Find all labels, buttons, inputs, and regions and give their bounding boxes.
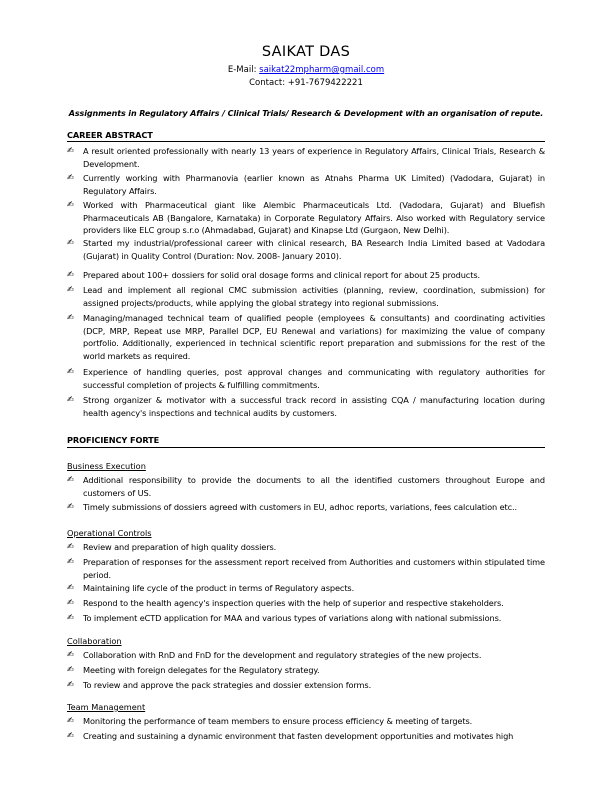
- collaboration-item: ✍ Collaboration with RnD and FnD for the development and regulatory strategies of the new projects.: [67, 650, 482, 660]
- writing-hand-icon: ✍: [67, 613, 75, 623]
- phone-line: [0, 78, 612, 88]
- email-label: E-Mail:: [227, 65, 257, 75]
- writing-hand-icon: ✍: [67, 270, 75, 280]
- team-management-item: ✍ Creating and sustaining a dynamic environment that fasten development opportunities and motivates high: [67, 731, 514, 741]
- business-execution-heading: Business Execution: [67, 461, 146, 471]
- writing-hand-icon: ✍: [67, 716, 75, 726]
- writing-hand-icon: ✍: [67, 475, 75, 485]
- career-abstract-item: ✍ Managing/managed technical team of qualified people (employees & consultants) and coordinating activities (DCP, MRP, Repeat use MRP, Parallel DCP, EU Renewal and variations) for maximizing the value of company portfolio. Additionally, experienced in technical scientific report preparation and submissions for the rest of the world markets as required.: [67, 313, 545, 361]
- collaboration-heading: Collaboration: [67, 636, 122, 646]
- career-abstract-heading: CAREER ABSTRACT: [67, 130, 153, 140]
- business-execution-item: ✍ Timely submissions of dossiers agreed with customers in EU, adhoc reports, variations, fees calculation etc..: [67, 502, 518, 512]
- operational-controls-item: ✍ Respond to the health agency's inspection queries with the help of superior and respective stakeholders.: [67, 598, 504, 608]
- team-management-heading: Team Management: [67, 702, 146, 712]
- writing-hand-icon: ✍: [67, 650, 75, 660]
- writing-hand-icon: ✍: [67, 238, 75, 248]
- operational-controls-item: ✍ Preparation of responses for the assessment report received from Authorities and customers within stipulated time period.: [67, 557, 545, 580]
- writing-hand-icon: ✍: [67, 367, 75, 377]
- writing-hand-icon: ✍: [67, 665, 75, 675]
- writing-hand-icon: ✍: [67, 502, 75, 512]
- operational-controls-item: ✍ Review and preparation of high quality dossiers.: [67, 542, 277, 552]
- email-link[interactable]: saikat22mpharm@gmail.com: [259, 65, 385, 75]
- writing-hand-icon: ✍: [67, 583, 75, 593]
- career-abstract-item: ✍ Prepared about 100+ dossiers for solid oral dosage forms and clinical report for about 25 products.: [67, 270, 480, 280]
- contact-label: Contact:: [249, 78, 286, 88]
- phone-number: +91-7679422221: [287, 78, 363, 88]
- career-abstract-item: ✍ Strong organizer & motivator with a successful track record in assisting CQA / manufacturing location during health agency's inspections and technical audits by customers.: [67, 395, 545, 418]
- career-abstract-item: ✍ Started my industrial/professional career with clinical research, BA Research India Limited based at Vadodara (Gujarat) in Quality Control (Duration: Nov. 2008- January 2010).: [67, 238, 545, 261]
- writing-hand-icon: ✍: [67, 557, 75, 567]
- writing-hand-icon: ✍: [67, 542, 75, 552]
- candidate-name: SAIKAT DAS: [261, 44, 351, 60]
- business-execution-item: ✍ Additional responsibility to provide the documents to all the identified customers throughout Europe and customers of US.: [67, 475, 545, 498]
- operational-controls-heading: Operational Controls: [67, 528, 152, 538]
- proficiency-forte-heading: PROFICIENCY FORTE: [67, 435, 160, 445]
- writing-hand-icon: ✍: [67, 285, 75, 295]
- writing-hand-icon: ✍: [67, 313, 75, 323]
- career-abstract-item: ✍ Worked with Pharmaceutical giant like Alembic Pharmaceuticals Ltd. (Vadodara, Gujarat) and Bluefish Pharmaceuticals AB (Bangalore, Karnataka) in Corporate Regulatory Affairs. Also worked with Regulatory service providers like ELC group s.r.o (Ahmadabad, Gujarat) and Kinapse Ltd (Gurgaon, New Delhi).: [67, 200, 545, 236]
- objective-tagline: Assignments in Regulatory Affairs / Clinical Trials/ Research & Development with an organisation of repute.: [68, 109, 544, 118]
- collaboration-item: ✍ To review and approve the pack strategies and dossier extension forms.: [67, 680, 372, 690]
- career-abstract-divider: [67, 141, 545, 142]
- writing-hand-icon: ✍: [67, 173, 75, 183]
- team-management-item: ✍ Monitoring the performance of team members to ensure process efficiency & meeting of targets.: [67, 716, 473, 726]
- career-abstract-item: ✍ A result oriented professionally with nearly 13 years of experience in Regulatory Affairs, Clinical Trials, Research & Development.: [67, 146, 545, 169]
- proficiency-forte-divider: [67, 447, 545, 448]
- career-abstract-item: ✍ Currently working with Pharmanovia (earlier known as Atnahs Pharma UK Limited) (Vadodara, Gujarat) in Regulatory Affairs.: [67, 173, 545, 196]
- writing-hand-icon: ✍: [67, 598, 75, 608]
- collaboration-item: ✍ Meeting with foreign delegates for the Regulatory strategy.: [67, 665, 320, 675]
- operational-controls-item: ✍ To implement eCTD application for MAA and various types of variations along with national submissions.: [67, 613, 502, 623]
- writing-hand-icon: ✍: [67, 146, 75, 156]
- writing-hand-icon: ✍: [67, 680, 75, 690]
- career-abstract-item: ✍ Lead and implement all regional CMC submission activities (planning, review, coordination, submission) for assigned projects/products, while applying the global strategy into regional submissions.: [67, 285, 545, 308]
- writing-hand-icon: ✍: [67, 200, 75, 210]
- writing-hand-icon: ✍: [67, 395, 75, 405]
- email-line: [0, 65, 612, 75]
- writing-hand-icon: ✍: [67, 731, 75, 741]
- career-abstract-item: ✍ Experience of handling queries, post approval changes and communicating with regulatory authorities for successful completion of projects & fulfilling commitments.: [67, 367, 545, 390]
- operational-controls-item: ✍ Maintaining life cycle of the product in terms of Regulatory aspects.: [67, 583, 355, 593]
